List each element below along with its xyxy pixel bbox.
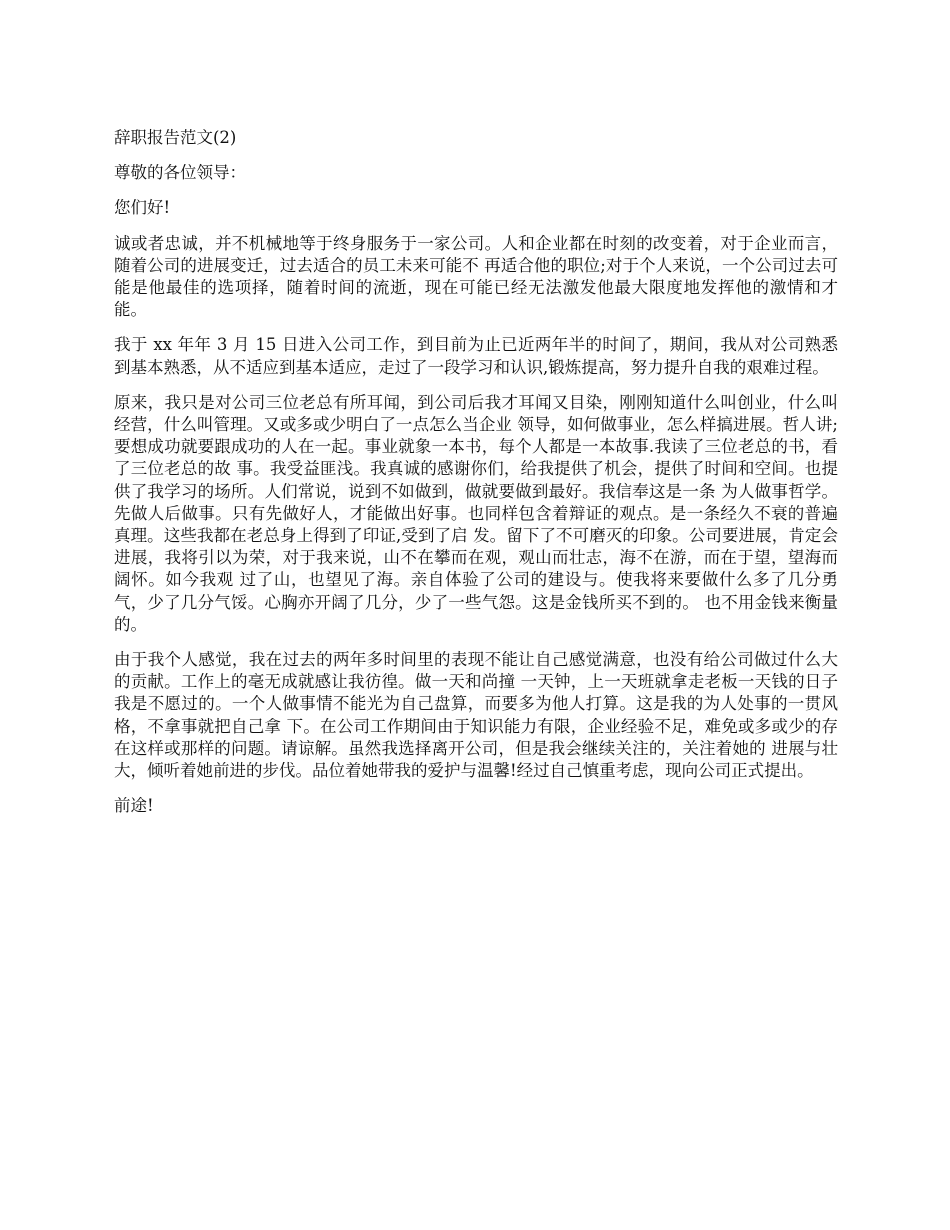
- paragraph-1: 诚或者忠诚，并不机械地等于终身服务于一家公司。人和企业都在时刻的改变着，对于企业而言，随着公司的进展变迁，过去适合的员工未来可能不 再适合他的职位;对于个人来说，一个公司过去可能是他最佳的选项择，随着时间的流逝，现在可能已经无法激发他最大限度地发挥他的激情和才能。: [114, 233, 838, 320]
- document-body: [114, 127, 838, 830]
- paragraph-4: 由于我个人感觉，我在过去的两年多时间里的表现不能让自己感觉满意，也没有给公司做过什么大的贡献。工作上的毫无成就感让我彷徨。做一天和尚撞 一天钟，上一天班就拿走老板一天钱的日子我是不愿过的。一个人做事情不能光为自己盘算，而要多为他人打算。这是我的为人处事的一贯风格，不拿事就把自己拿 下。在公司工作期间由于知识能力有限，企业经验不足，难免或多或少的存在这样或那样的问题。请谅解。虽然我选择离开公司，但是我会继续关注的，关注着她的 进展与壮大，倾听着她前进的步伐。品位着她带我的爱护与温馨!经过自己慎重考虑，现向公司正式提出。: [114, 650, 838, 781]
- greeting: 您们好!: [114, 198, 171, 218]
- document-title: 辞职报告范文(2): [114, 128, 237, 147]
- salutation: 尊敬的各位领导：: [114, 163, 246, 183]
- paragraph-3: 原来，我只是对公司三位老总有所耳闻，到公司后我才耳闻又目染，刚刚知道什么叫创业，什么叫经营，什么叫管理。又或多或少明白了一点怎么当企业 领导，如何做事业，怎么样搞进展。哲人讲;要想成功就要跟成功的人在一起。事业就象一本书，每个人都是一本故事.我读了三位老总的书，看了三位老总的故 事。我受益匪浅。我真诚的感谢你们，给我提供了机会，提供了时间和空间。也提供了我学习的场所。人们常说，说到不如做到，做就要做到最好。我信奉这是一条 为人做事哲学。先做人后做事。只有先做好人，才能做出好事。也同样包含着辩证的观点。是一条经久不衰的普遍真理。这些我都在老总身上得到了印证,受到了启 发。留下了不可磨灭的印象。公司要进展，肯定会进展，我将引以为荣，对于我来说，山不在攀而在观，观山而壮志，海不在游，而在于望，望海而阔怀。如今我观 过了山，也望见了海。亲自体验了公司的建设与。使我将来要做什么多了几分勇气，少了几分气馁。心胸亦开阔了几分，少了一些气怨。这是金钱所买不到的。 也不用金钱来衡量的。: [114, 392, 838, 634]
- paragraph-2: 我于 xx 年年 3 月 15 日进入公司工作，到目前为止已近两年半的时间了，期间，我从对公司熟悉到基本熟悉，从不适应到基本适应，走过了一段学习和认识,锻炼提高，努力提升自我的艰难过程。: [114, 335, 838, 377]
- closing: 前途!: [114, 796, 154, 816]
